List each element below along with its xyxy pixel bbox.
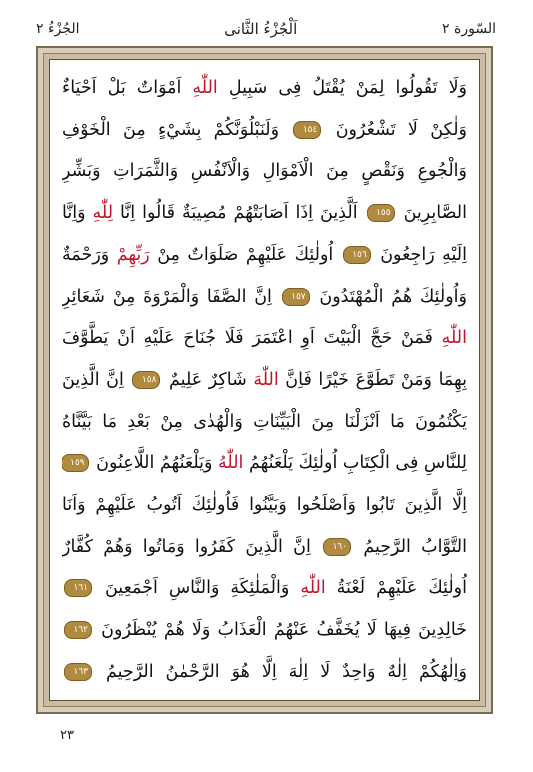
divine-name: رَبِّهِمْ (116, 244, 150, 265)
verse-text: اُولٰئِكَ عَلَيْهِمْ صَلَوَاتٌ مِنْ (149, 244, 341, 265)
ayah-number-marker: ١٦١ (64, 579, 92, 597)
verse-line (62, 279, 467, 315)
ayah-number-marker: ١٥٤ (293, 121, 321, 139)
ayah-number-marker: ١٥٦ (343, 246, 371, 264)
verse-line (62, 529, 467, 565)
ayah-number-marker: ١٥٩ (62, 454, 89, 472)
ayah-number-marker: ١٦٣ (64, 663, 92, 681)
verse-text: وَالْمَلٰئِكَةِ وَالنَّاسِ اَجْمَعِينَ (94, 578, 301, 599)
verse-text: التَّوَّابُ الرَّحِيمُ (353, 536, 467, 557)
divine-name: اللّٰهِ (300, 578, 326, 599)
verse-line (62, 404, 467, 440)
verse-text: يَكْتُمُونَ مَا اَنْزَلْنَا مِنَ الْبَيِّنَاتِ وَالْهُدٰى مِنْ بَعْدِ مَا بَيَّنَّاهُ (62, 411, 467, 432)
verse-text: اِنَّ الصَّفَا وَالْمَرْوَةَ مِنْ شَعَائِرِ (62, 286, 280, 307)
ayah-number-marker: ١٥٨ (132, 371, 160, 389)
ayah-number-marker: ١٥٥ (367, 204, 395, 222)
verse-text: اِنَّ الَّذِينَ (62, 369, 131, 390)
verse-text: وَلَا تَقُولُوا لِمَنْ يُقْتَلُ فِى سَبِيلِ (217, 78, 467, 98)
juz-label: الجُزْءُ ٢ (36, 21, 80, 37)
page-border (36, 46, 493, 714)
verse-line (62, 195, 467, 231)
divine-name: اللّٰهُ (218, 453, 244, 474)
verse-text: اِلَّا الَّذِينَ تَابُوا وَاَصْلَحُوا وَبَيَّنُوا فَاُولٰئِكَ اَتُوبُ عَلَيْهِمْ وَاَنَا (62, 495, 467, 516)
verse-text: وَيَلْعَنُهُمُ اللَّاعِنُونَ (90, 453, 219, 474)
surah-label: السّورة ٢ (442, 21, 496, 37)
verse-line (62, 362, 467, 398)
verse-line (62, 112, 467, 148)
ayah-number-marker: ١٦٠ (323, 538, 351, 556)
part-title: اَلْجُزْءُ الثَّانى (224, 20, 298, 38)
verse-line (62, 320, 467, 356)
verse-line (62, 570, 467, 606)
verse-text: وَلٰكِنْ لَا تَشْعُرُونَ (323, 119, 467, 140)
divine-name: لِلّٰهِ (92, 203, 114, 224)
verse-line (62, 70, 467, 106)
page-header (36, 18, 496, 40)
verse-text: وَلَنَبْلُوَنَّكُمْ بِشَيْءٍ مِنَ الْخَوْفِ (62, 119, 292, 140)
verse-text: اِنَّ الَّذِينَ كَفَرُوا وَمَاتُوا وَهُمْ كُفَّارٌ (62, 536, 322, 557)
text-area (49, 59, 480, 701)
verse-line (62, 487, 467, 523)
divine-name: اللّٰهِ (441, 328, 467, 349)
verse-text: فَمَنْ حَجَّ الْبَيْتَ اَوِ اعْتَمَرَ فَلَا جُنَاحَ عَلَيْهِ اَنْ يَطَّوَّفَ (62, 328, 442, 349)
verse-lines (62, 70, 467, 690)
ornamental-border (43, 53, 486, 707)
verse-text: وَاِلٰهُكُمْ اِلٰهٌ وَاحِدٌ لَا اِلٰهَ اِلَّا هُوَ الرَّحْمٰنُ الرَّحِيمُ (94, 661, 467, 682)
verse-text: وَالْجُوعِ وَنَقْصٍ مِنَ الْاَمْوَالِ وَالْاَنْفُسِ وَالثَّمَرَاتِ وَبَشِّرِ (62, 161, 467, 182)
verse-text: الصَّابِرِينَ (396, 203, 467, 224)
verse-text: بِهِمَا وَمَنْ تَطَوَّعَ خَيْرًا فَاِنَّ (278, 369, 467, 390)
verse-text: اَمْوَاتٌ بَلْ اَحْيَاءٌ (62, 78, 193, 98)
verse-text: وَرَحْمَةٌ (62, 244, 117, 265)
verse-line (62, 445, 467, 481)
verse-text: شَاكِرٌ عَلِيمٌ (162, 369, 254, 390)
verse-text: اِلَيْهِ رَاجِعُونَ (372, 244, 467, 265)
verse-text: وَاِنَّا (62, 203, 93, 224)
verse-text: خَالِدِينَ فِيهَا لَا يُخَفَّفُ عَنْهُمُ الْعَذَابُ وَلَا هُمْ يُنْظَرُونَ (94, 620, 467, 641)
page-number: ٢٣ (60, 728, 74, 743)
verse-line (62, 654, 467, 690)
verse-text: اَلَّذِينَ اِذَا اَصَابَتْهُمْ مُصِيبَةٌ قَالُوا اِنَّا (113, 203, 365, 224)
ayah-number-marker: ١٦٢ (64, 621, 92, 639)
verse-line (62, 612, 467, 648)
ayah-number-marker: ١٥٧ (282, 288, 310, 306)
verse-line (62, 237, 467, 273)
divine-name: اللّٰهَ (253, 369, 279, 390)
verse-text: وَاُولٰئِكَ هُمُ الْمُهْتَدُونَ (311, 286, 467, 307)
verse-text: لِلنَّاسِ فِى الْكِتَابِ اُولٰئِكَ يَلْعَنُهُمُ (243, 453, 467, 474)
verse-line (62, 153, 467, 189)
divine-name: اللّٰهِ (192, 78, 218, 98)
verse-text: اُولٰئِكَ عَلَيْهِمْ لَعْنَةُ (325, 578, 467, 599)
